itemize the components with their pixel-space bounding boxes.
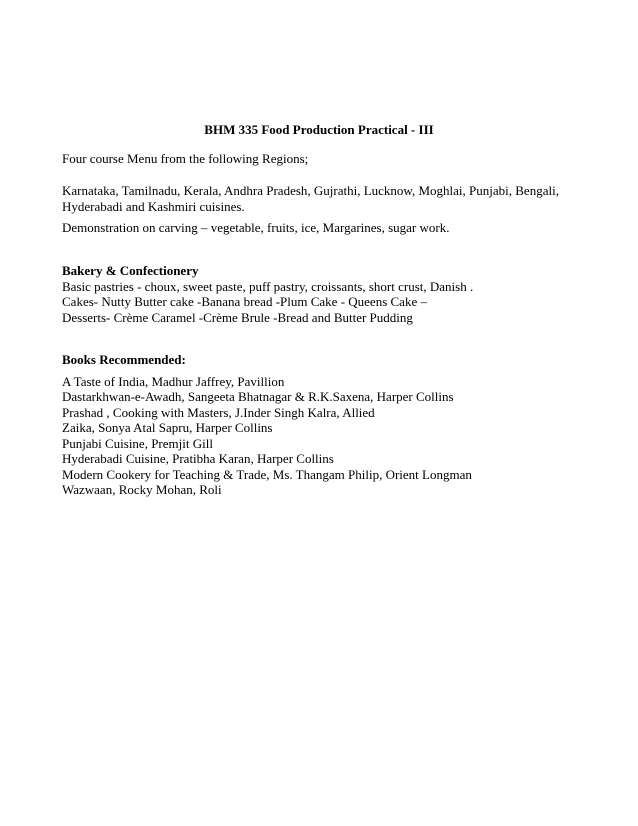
regions-line: Karnataka, Tamilnadu, Kerala, Andhra Pradesh, Gujrathi, Lucknow, Moghlai, Punjabi, Bengali,: [62, 183, 559, 198]
book-item: A Taste of India, Madhur Jaffrey, Pavillion: [62, 373, 285, 389]
books-heading: Books Recommended:: [62, 352, 186, 367]
page-title: BHM 335 Food Production Practical - III: [204, 122, 434, 137]
intro-paragraph: [62, 151, 602, 167]
book-item: Punjabi Cuisine, Premjit Gill: [62, 435, 213, 451]
intro-text: Four course Menu from the following Regions;: [62, 151, 309, 166]
book-item: Prashad , Cooking with Masters, J.Inder Singh Kalra, Allied: [62, 404, 375, 420]
bakery-line: Cakes- Nutty Butter cake -Banana bread -Plum Cake - Queens Cake –: [62, 294, 427, 309]
demonstration-text: Demonstration on carving – vegetable, fruits, ice, Margarines, sugar work.: [62, 220, 450, 235]
book-item: Zaika, Sonya Atal Sapru, Harper Collins: [62, 420, 273, 435]
bakery-line: Basic pastries - choux, sweet paste, puff pastry, croissants, short crust, Danish .: [62, 278, 474, 294]
book-item: Hyderabadi Cuisine, Pratibha Karan, Harper Collins: [62, 451, 334, 466]
regions-paragraph: [62, 183, 602, 214]
bakery-section: [62, 263, 602, 325]
books-section: [62, 352, 602, 498]
book-item: Dastarkhwan-e-Awadh, Sangeeta Bhatnagar & R.K.Saxena, Harper Collins: [62, 389, 454, 404]
book-item: Wazwaan, Rocky Mohan, Roli: [62, 482, 222, 497]
demonstration-paragraph: [62, 220, 602, 236]
bakery-line: Desserts- Crème Caramel -Crème Brule -Bread and Butter Pudding: [62, 309, 413, 325]
regions-line: Hyderabadi and Kashmiri cuisines.: [62, 198, 245, 214]
book-item: Modern Cookery for Teaching & Trade, Ms. Thangam Philip, Orient Longman: [62, 466, 472, 482]
bakery-heading: Bakery & Confectionery: [62, 263, 199, 278]
